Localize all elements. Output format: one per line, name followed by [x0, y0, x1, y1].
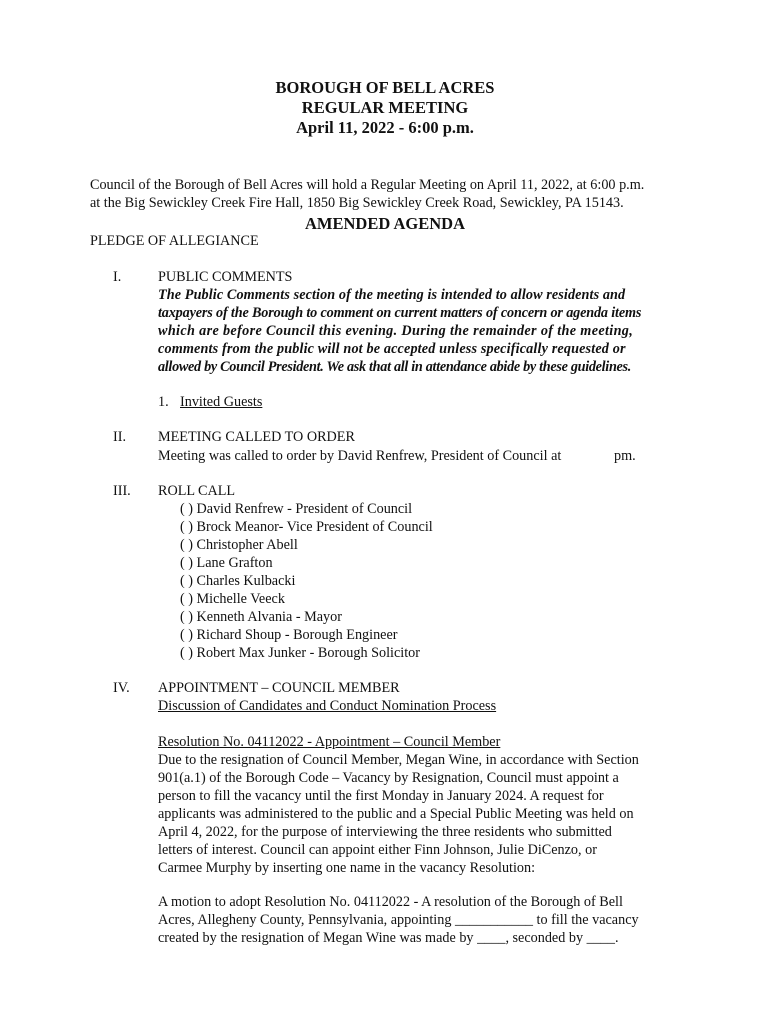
resolution-text-line: applicants was administered to the public and a Special Public Meeting was held on — [158, 806, 634, 822]
public-comments-note-1: The Public Comments section of the meeting is intended to allow residents and — [158, 287, 626, 303]
resolution-text-line: letters of interest. Council can appoint either Finn Johnson, Julie DiCenzo, or — [158, 842, 597, 858]
section-2-number: II. — [113, 429, 126, 445]
roll-call-item: ( ) Christopher Abell — [180, 537, 298, 553]
roll-call-item: ( ) Robert Max Junker - Borough Solicitor — [180, 645, 420, 661]
roll-call-item: ( ) Lane Grafton — [180, 555, 273, 571]
intro-line-2: at the Big Sewickley Creek Fire Hall, 1850 Big Sewickley Creek Road, Sewickley, PA 15143. — [90, 195, 624, 211]
motion-text-line: created by the resignation of Megan Wine was made by ____, seconded by ____. — [158, 930, 619, 946]
resolution-text-line: April 4, 2022, for the purpose of interviewing the three residents who submitted — [158, 824, 612, 840]
roll-call-item: ( ) David Renfrew - President of Council — [180, 501, 413, 517]
resolution-text-line: 901(a.1) of the Borough Code – Vacancy by Resignation, Council must appoint a — [158, 770, 619, 786]
roll-call-item: ( ) Kenneth Alvania - Mayor — [180, 609, 342, 625]
section-4-number: IV. — [113, 680, 130, 696]
section-2-title: MEETING CALLED TO ORDER — [158, 429, 355, 445]
roll-call-item: ( ) Brock Meanor- Vice President of Council — [180, 519, 433, 535]
invited-guests-item: Invited Guests — [180, 394, 263, 410]
section-4-subtitle: Discussion of Candidates and Conduct Nomination Process — [158, 698, 497, 714]
motion-text-line: Acres, Allegheny County, Pennsylvania, appointing ___________ to fill the vacancy — [158, 912, 639, 928]
public-comments-note-4: comments from the public will not be accepted unless specifically requested or — [158, 341, 626, 357]
public-comments-note-3: which are before Council this evening. During the remainder of the meeting, — [158, 323, 634, 339]
resolution-text-line: Due to the resignation of Council Member, Megan Wine, in accordance with Section — [158, 752, 639, 768]
invited-guests-number: 1. — [158, 394, 169, 410]
amended-agenda-heading: AMENDED AGENDA — [305, 214, 465, 233]
roll-call-item: ( ) Richard Shoup - Borough Engineer — [180, 627, 398, 643]
title-date: April 11, 2022 - 6:00 p.m. — [296, 118, 474, 137]
public-comments-note-2: taxpayers of the Borough to comment on current matters of concern or agenda items — [158, 305, 642, 321]
resolution-text-line: person to fill the vacancy until the first Monday in January 2024. A request for — [158, 788, 604, 804]
roll-call-item: ( ) Michelle Veeck — [180, 591, 285, 607]
called-to-order-suffix: pm. — [614, 448, 636, 464]
called-to-order-text: Meeting was called to order by David Renfrew, President of Council at — [158, 448, 562, 464]
section-1-number: I. — [113, 269, 122, 285]
title-meeting: REGULAR MEETING — [301, 98, 469, 117]
section-4-title: APPOINTMENT – COUNCIL MEMBER — [158, 680, 400, 696]
motion-text-line: A motion to adopt Resolution No. 04112022 - A resolution of the Borough of Bell — [158, 894, 623, 910]
resolution-title: Resolution No. 04112022 - Appointment – Council Member — [158, 734, 501, 750]
section-1-title: PUBLIC COMMENTS — [158, 269, 293, 285]
public-comments-note-5: allowed by Council President. We ask that all in attendance abide by these guidelines. — [158, 359, 631, 375]
pledge-heading: PLEDGE OF ALLEGIANCE — [90, 233, 259, 249]
resolution-text-line: Carmee Murphy by inserting one name in the vacancy Resolution: — [158, 860, 536, 876]
roll-call-item: ( ) Charles Kulbacki — [180, 573, 296, 589]
intro-line-1: Council of the Borough of Bell Acres will hold a Regular Meeting on April 11, 2022, at 6:00 p.m. — [90, 177, 645, 193]
section-3-number: III. — [113, 483, 131, 499]
title-borough: BOROUGH OF BELL ACRES — [275, 78, 495, 97]
section-3-title: ROLL CALL — [158, 483, 236, 499]
